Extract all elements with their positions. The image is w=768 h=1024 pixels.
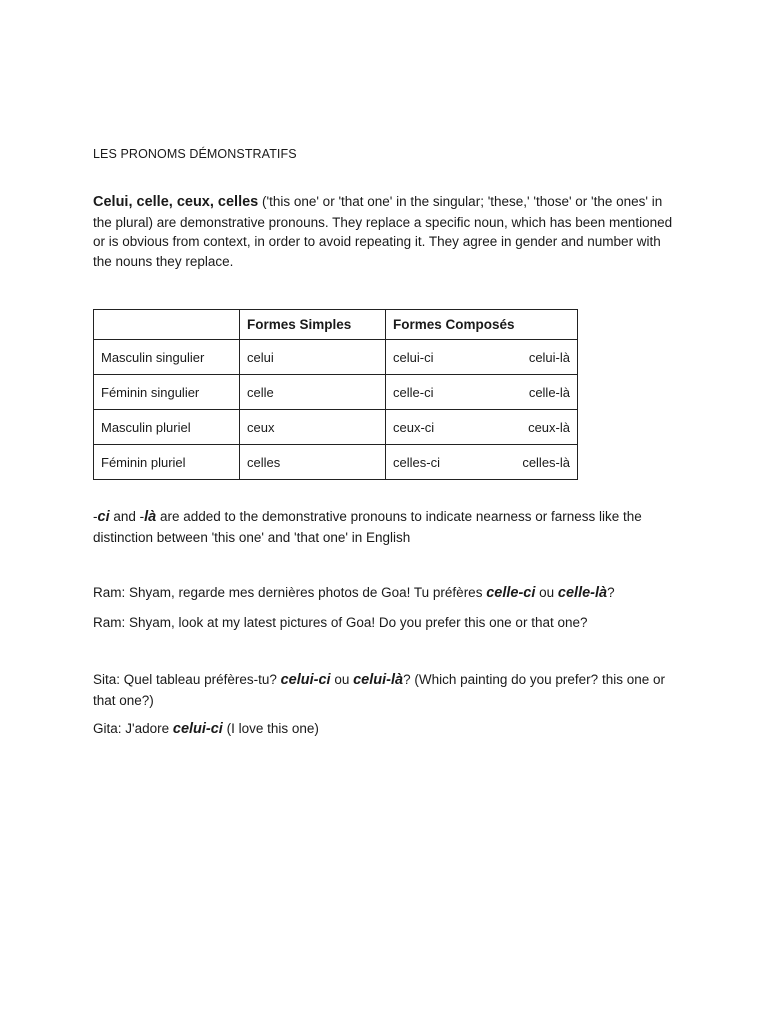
note-paragraph <box>93 507 683 547</box>
compound-la: celle-là <box>528 384 570 400</box>
example-ram-french <box>93 583 683 604</box>
note-la: là <box>144 509 157 525</box>
example-text: ou <box>535 585 558 600</box>
compound-la: celui-là <box>528 349 570 365</box>
header-cell-compound: Formes Composés <box>386 310 578 340</box>
compound-ci: celles-ci <box>393 454 440 470</box>
table-row <box>94 340 578 375</box>
simple-form: celui <box>240 340 386 375</box>
example-pronoun: celle-là <box>557 585 608 601</box>
simple-form: celles <box>240 445 386 480</box>
example-gita <box>93 719 683 740</box>
example-text: Gita: J'adore <box>93 721 173 736</box>
example-text: ou <box>330 672 354 687</box>
example-text: (I love this one) <box>222 721 319 736</box>
example-text: Sita: Quel tableau préfères-tu? <box>93 672 281 687</box>
table-header-row <box>94 310 578 340</box>
intro-paragraph <box>93 192 678 271</box>
example-pronoun: celui-ci <box>172 721 223 737</box>
row-label: Masculin singulier <box>94 340 240 375</box>
example-text: Ram: Shyam, regarde mes dernières photos de Goa! Tu préfères <box>93 585 487 600</box>
row-label: Féminin pluriel <box>94 445 240 480</box>
example-pronoun: celui-là <box>353 672 404 688</box>
intro-text: ('this one' or 'that one' in the singular; 'these,' 'those' or 'the ones' in the plural) are demonstrative pronouns. They replace a specific noun, which has been mentioned or is obvious from context, in order to avoid repeating it. They agree in gender and number with the nouns they replace. <box>93 194 673 269</box>
compound-forms <box>386 445 578 480</box>
note-rest: are added to the demonstrative pronouns to indicate nearness or farness like the distinction between 'this one' and 'that one' in English <box>93 509 642 545</box>
note-and: and - <box>109 509 145 524</box>
header-cell-simple: Formes Simples <box>240 310 386 340</box>
compound-forms <box>386 340 578 375</box>
compound-ci: celle-ci <box>393 384 434 400</box>
example-text: ? <box>607 585 615 600</box>
compound-forms <box>386 410 578 445</box>
example-pronoun: celle-ci <box>486 585 536 601</box>
row-label: Féminin singulier <box>94 375 240 410</box>
compound-forms <box>386 375 578 410</box>
compound-ci: celui-ci <box>393 349 434 365</box>
table-row <box>94 410 578 445</box>
example-sita <box>93 670 683 710</box>
intro-lead: Celui, celle, ceux, celles <box>93 194 259 210</box>
compound-la: ceux-là <box>528 419 570 435</box>
example-ram-english: Ram: Shyam, look at my latest pictures of Goa! Do you prefer this one or that one? <box>93 615 588 630</box>
compound-ci: ceux-ci <box>393 419 435 435</box>
simple-form: celle <box>240 375 386 410</box>
simple-form: ceux <box>240 410 386 445</box>
compound-la: celles-là <box>522 454 570 470</box>
example-text: ? (Which painting do you prefer? this one or that one?) <box>93 672 665 708</box>
example-pronoun: celui-ci <box>280 672 331 688</box>
document-title: LES PRONOMS DÉMONSTRATIFS <box>93 147 297 161</box>
table-row <box>94 375 578 410</box>
pronoun-table <box>93 309 578 480</box>
note-ci: ci <box>97 509 110 525</box>
table-row <box>94 445 578 480</box>
note-dash: - <box>93 509 98 524</box>
row-label: Masculin pluriel <box>94 410 240 445</box>
header-cell-empty <box>94 310 240 340</box>
